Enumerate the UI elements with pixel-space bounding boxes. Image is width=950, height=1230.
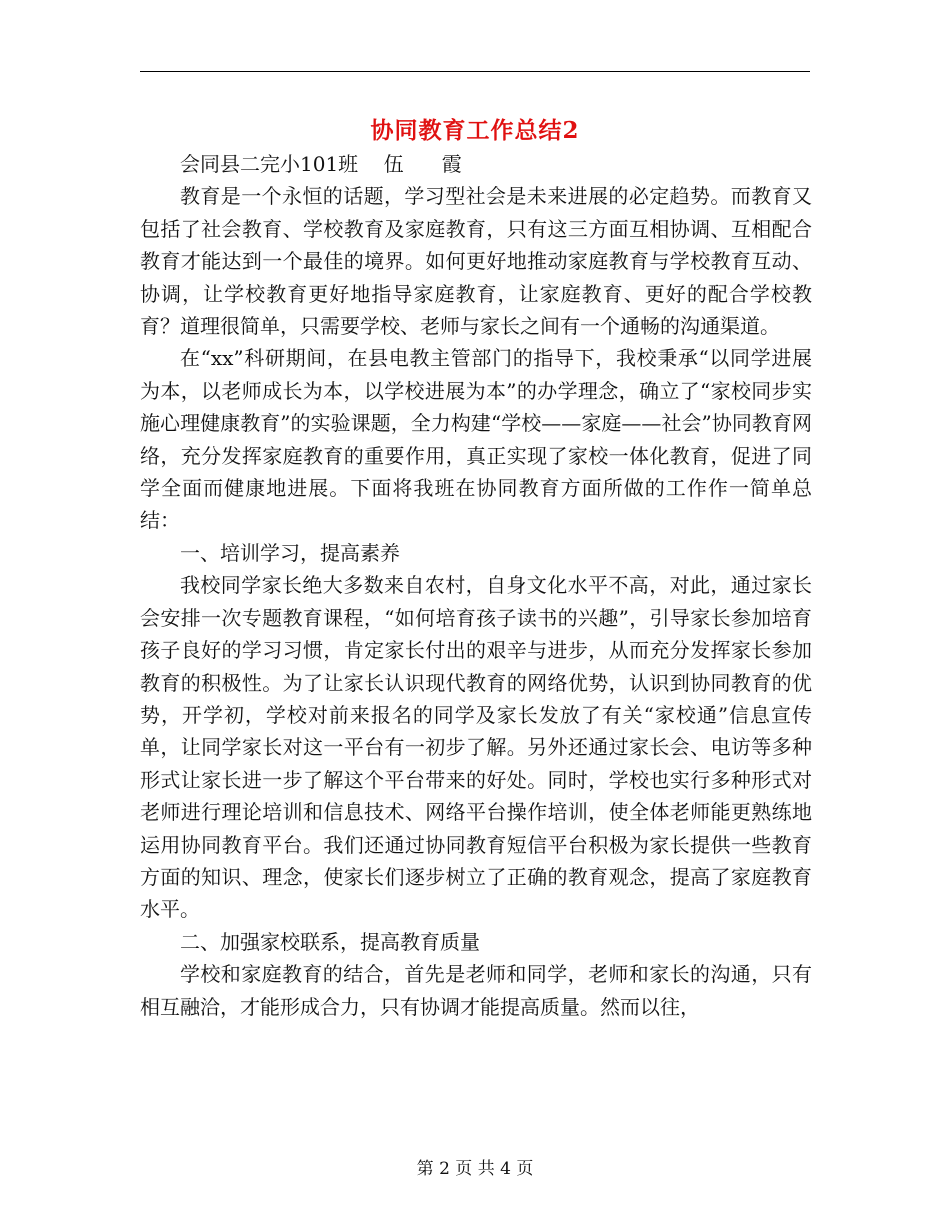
document-title: 协同教育工作总结2 [370, 117, 580, 144]
section-heading: 一、培训学习，提高素养 [180, 540, 400, 565]
header-rule [140, 71, 810, 72]
section-heading: 二、加强家校联系，提高教育质量 [180, 929, 480, 954]
body-paragraph: 我校同学家长绝大多数来自农村，自身文化水平不高，对此，通过家长会安排一次专题教育课程，“如何培育孩子读书的兴趣”，引导家长参加培育孩子良好的学习习惯，肯定家长付出的艰辛与进步，从而充分发挥家长参加教育的积极性。为了让家长认识现代教育的网络优势，认识到协同教育的优势，开学初，学校对前来报名的同学及家长发放了有关“家校通”信息宣传单，让同学家长对这一平台有一初步了解。另外还通过家长会、电访等多种形式让家长进一步了解这个平台带来的好处。同时，学校也实行多种形式对老师进行理论培训和信息技术、网络平台操作培训，使全体老师能更熟练地运用协同教育平台。我们还通过协同教育短信平台积极为家长提供一些教育方面的知识、理念，使家长们逐步树立了正确的教育观念，提高了家庭教育水平。 [140, 573, 812, 922]
author-line: 会同县二完小101班 伍 霞 [180, 152, 462, 176]
body-paragraph: 学校和家庭教育的结合，首先是老师和同学，老师和家长的沟通，只有相互融洽，才能形成合力，只有协调才能提高质量。然而以往， [140, 962, 812, 1019]
document-body [140, 148, 812, 1023]
body-paragraph: 教育是一个永恒的话题，学习型社会是未来进展的必定趋势。而教育又包括了社会教育、学校教育及家庭教育，只有这三方面互相协调、互相配合教育才能达到一个最佳的境界。如何更好地推动家庭教育与学校教育互动、协调，让学校教育更好地指导家庭教育，让家庭教育、更好的配合学校教育？道理很简单，只需要学校、老师与家长之间有一个通畅的沟通渠道。 [140, 184, 812, 339]
page-number-footer: 第 2 页 共 4 页 [416, 1159, 534, 1179]
body-paragraph: 在“xx”科研期间，在县电教主管部门的指导下，我校秉承“以同学进展为本，以老师成长为本，以学校进展为本”的办学理念，确立了“家校同步实施心理健康教育”的实验课题，全力构建“学校——家庭——社会”协同教育网络，充分发挥家庭教育的重要作用，真正实现了家校一体化教育，促进了同学全面而健康地进展。下面将我班在协同教育方面所做的工作作一简单总结： [140, 346, 812, 533]
